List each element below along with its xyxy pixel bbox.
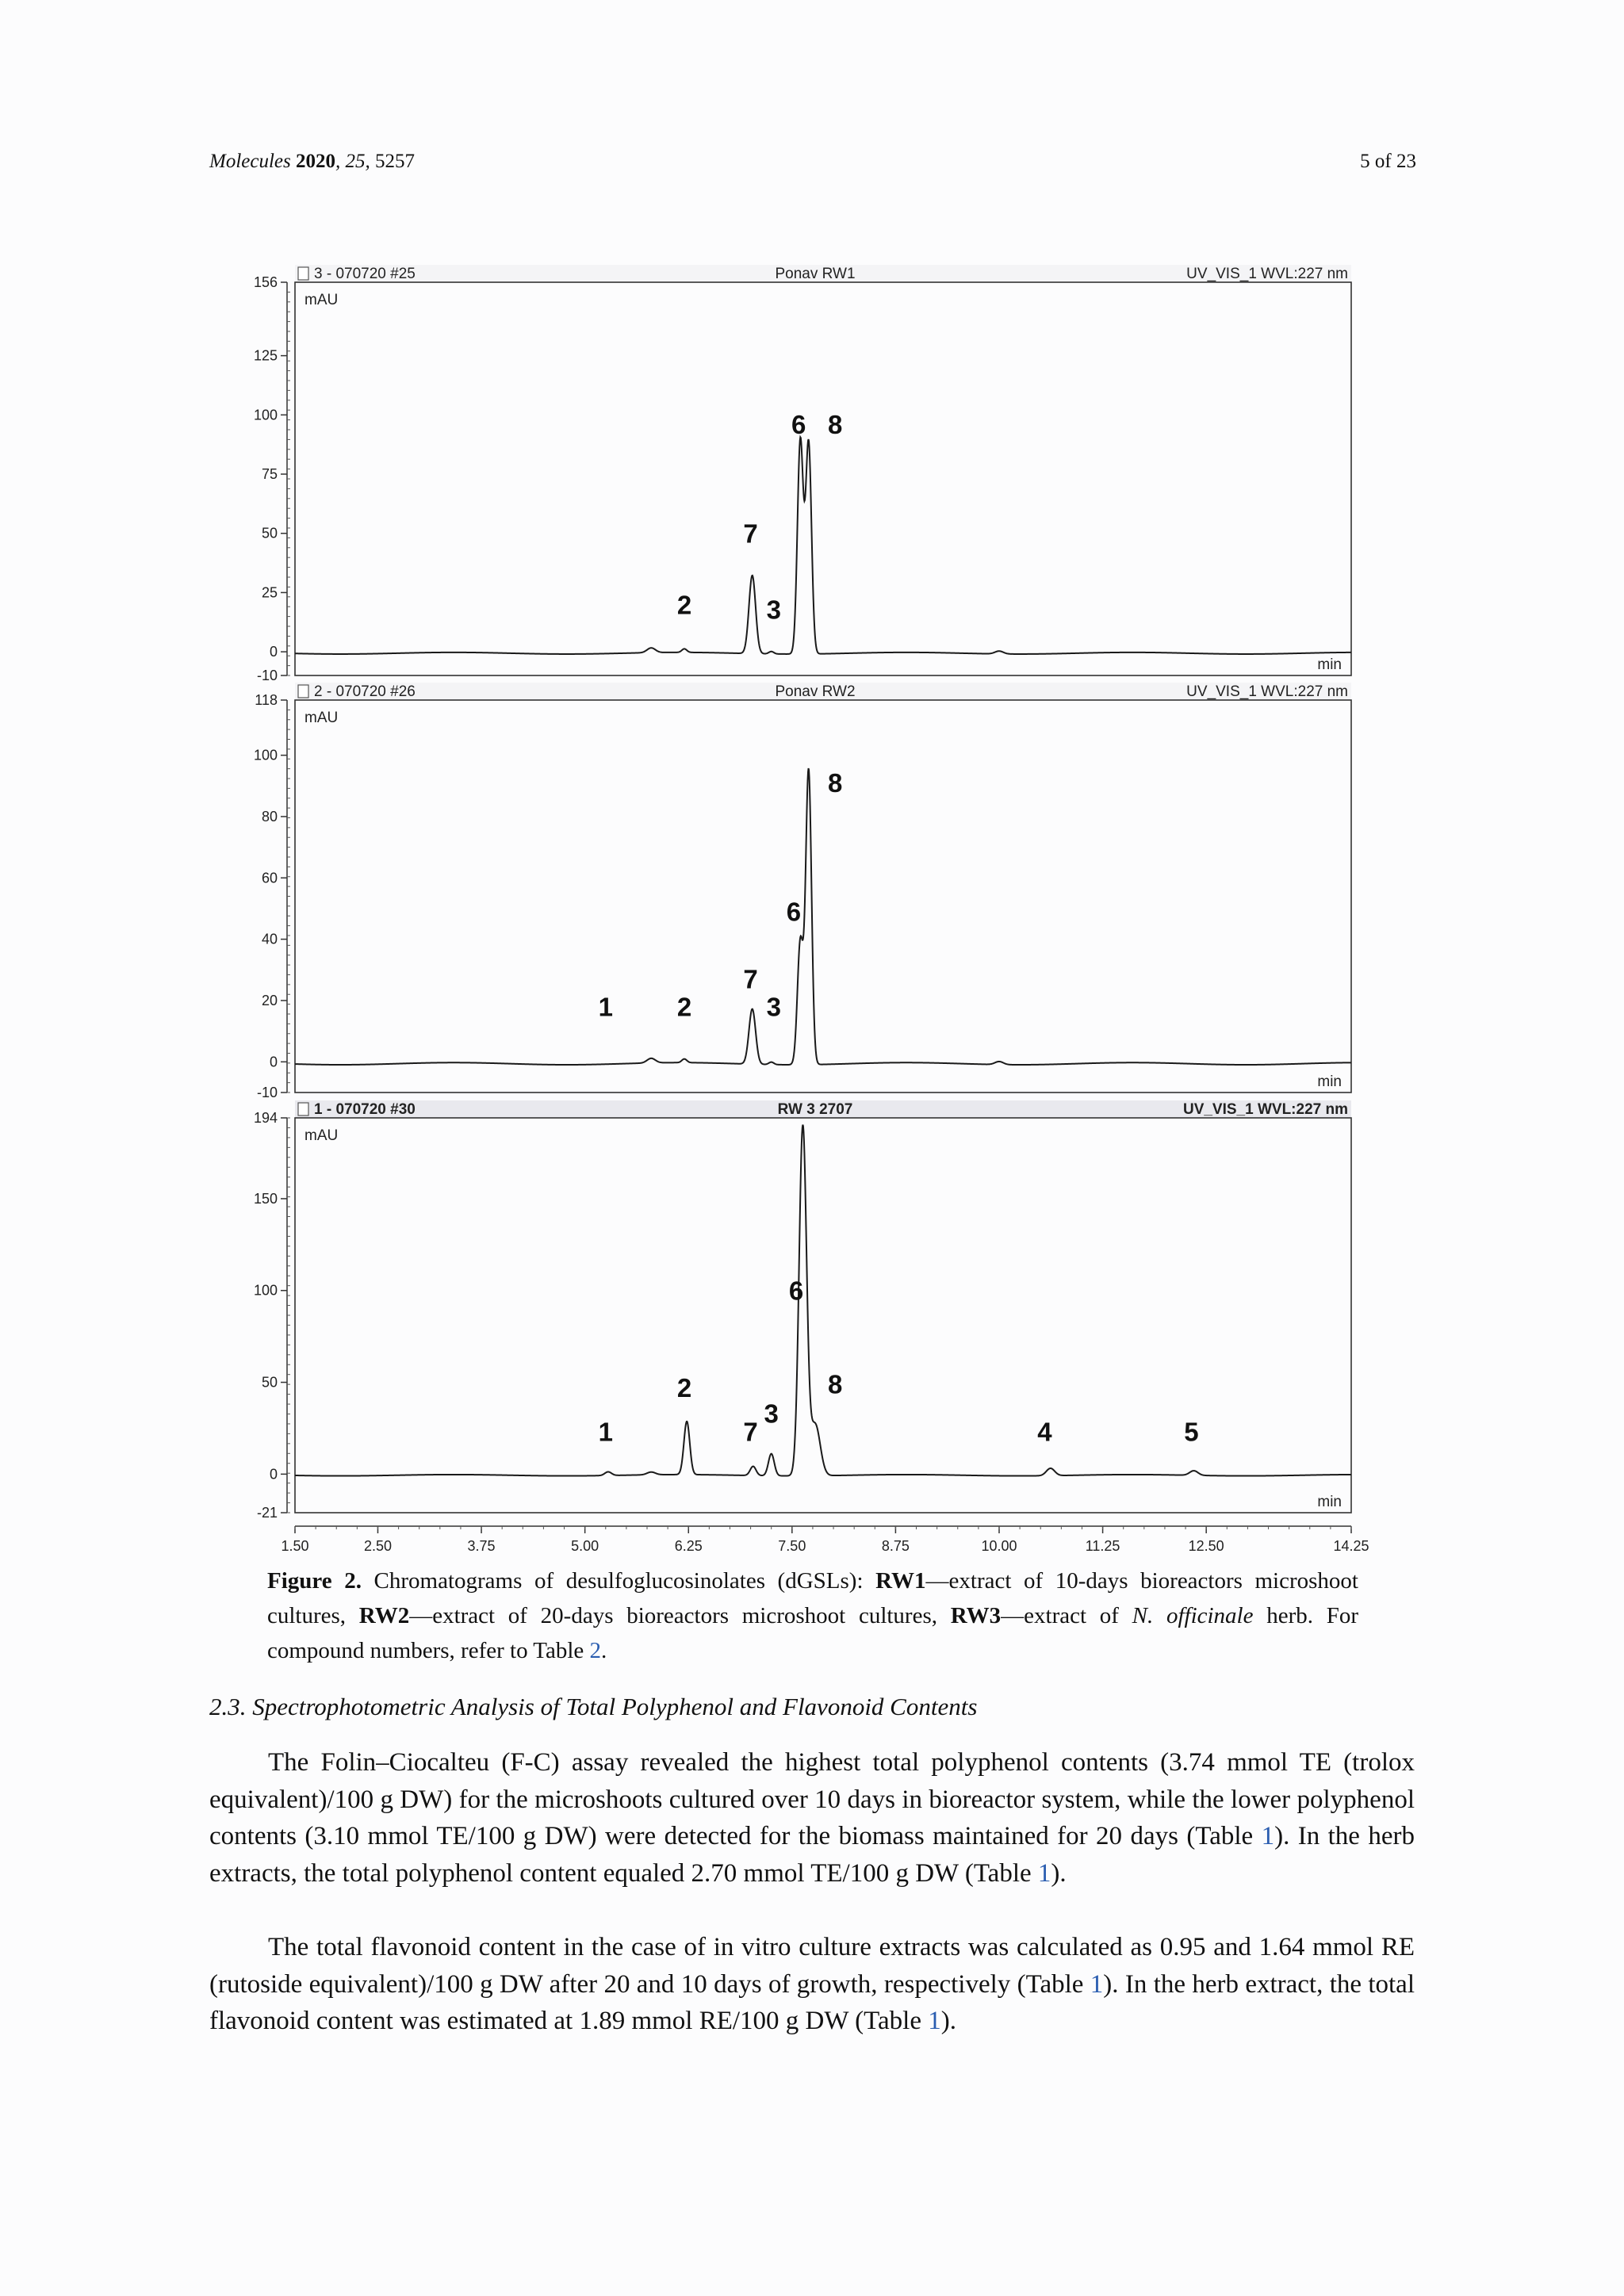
y-tick-label: 0 [269, 1466, 278, 1483]
peak-label: 2 [676, 992, 692, 1022]
journal-volume: 25 [345, 151, 366, 172]
peak-label: 2 [676, 1373, 692, 1403]
x-tick-label: 7.50 [778, 1538, 806, 1554]
y-tick-label: 80 [261, 808, 278, 825]
peak-label: 3 [766, 595, 782, 625]
paragraph-polyphenol [209, 1744, 1415, 1892]
y-tick-label: -21 [256, 1505, 278, 1521]
y-tick-label: 20 [261, 992, 278, 1008]
peak-label: 5 [1184, 1417, 1199, 1447]
y-tick-label: 118 [255, 692, 278, 708]
y-tick-label: 40 [261, 931, 278, 947]
x-tick-label: 3.75 [467, 1538, 496, 1554]
peak-label: 4 [1037, 1417, 1052, 1447]
y-tick-label: 150 [253, 1190, 278, 1207]
x-tick-label: 10.00 [981, 1538, 1017, 1554]
peak-label: 1 [598, 992, 613, 1022]
y-tick-label: -10 [256, 1085, 278, 1100]
y-tick-label: 125 [253, 347, 278, 364]
peak-label: 8 [827, 1369, 843, 1399]
plot-frame [295, 700, 1351, 1093]
peak-label: 7 [743, 1417, 758, 1447]
table-link[interactable]: 2 [589, 1638, 602, 1663]
caption-text: —extract of 10-days bioreactors microshoot cultures, [267, 1568, 1358, 1628]
y-tick-label: 100 [253, 1282, 278, 1299]
peak-label: 8 [827, 768, 843, 798]
y-axis-label: mAU [304, 292, 339, 308]
y-tick-label: 194 [253, 1110, 278, 1126]
table-link[interactable]: 1 [928, 2007, 941, 2035]
panel-detector: UV_VIS_1 WVL:227 nm [1186, 266, 1348, 282]
caption-rw1: RW1 [875, 1568, 926, 1594]
caption-text: . [601, 1638, 607, 1663]
caption-text: Chromatograms of desulfoglucosinolates (dGSLs): [361, 1568, 876, 1594]
x-tick-label: 2.50 [363, 1538, 392, 1554]
journal-name: Molecules [209, 151, 291, 172]
x-tick-label: 12.50 [1188, 1538, 1224, 1554]
chromatogram-panel-2 [254, 683, 1351, 1100]
peak-label: 7 [743, 519, 758, 549]
y-tick-label: 75 [261, 466, 278, 483]
document-icon [298, 267, 308, 280]
chromatogram-panel-3 [254, 1100, 1351, 1521]
x-axis [281, 1526, 1369, 1554]
y-tick-label: 0 [269, 1054, 278, 1070]
chromatogram-trace [295, 437, 1351, 654]
x-tick-label: 14.25 [1333, 1538, 1369, 1554]
y-axis-label: mAU [304, 710, 339, 726]
y-tick-label: 50 [261, 525, 278, 541]
y-tick-label: 100 [253, 407, 278, 423]
caption-species: N. officinale [1132, 1603, 1254, 1628]
panel-id: 2 - 070720 #26 [314, 683, 416, 700]
panel-id: 3 - 070720 #25 [314, 266, 416, 282]
plot-frame [295, 282, 1351, 675]
figure-label: Figure 2. [267, 1568, 362, 1594]
panel-sample: Ponav RW2 [775, 683, 856, 700]
x-tick-label: 8.75 [881, 1538, 910, 1554]
document-icon [298, 685, 308, 698]
y-tick-label: 25 [261, 584, 278, 601]
caption-text: herb. For compound numbers, refer to Table [267, 1603, 1358, 1663]
peak-label: 6 [791, 410, 806, 440]
paragraph-text: ). [1051, 1858, 1067, 1888]
running-header [209, 151, 1416, 182]
x-axis-unit: min [1317, 1073, 1342, 1090]
journal-year: 2020 [295, 151, 335, 172]
x-tick-label: 6.25 [674, 1538, 703, 1554]
paragraph-text: ). In the herb extracts, the total polyphenol content equaled 2.70 mmol TE/100 g DW (Table [209, 1822, 1415, 1888]
peak-label: 1 [598, 1417, 613, 1447]
panel-detector: UV_VIS_1 WVL:227 nm [1186, 683, 1348, 700]
panel-id: 1 - 070720 #30 [314, 1101, 416, 1118]
peak-label: 6 [786, 897, 802, 927]
peak-label: 3 [766, 992, 782, 1022]
journal-citation: Molecules 2020, 25, 5257 [209, 151, 415, 172]
section-heading: 2.3. Spectrophotometric Analysis of Total Polyphenol and Flavonoid Contents [209, 1693, 978, 1720]
y-tick-label: -10 [256, 668, 278, 683]
paragraph-text: ). In the herb extract, the total flavonoid content was estimated at 1.89 mmol RE/100 g DW (Table [209, 1969, 1415, 2035]
y-tick-label: 0 [269, 644, 278, 660]
y-tick-label: 156 [253, 274, 278, 290]
caption-text: —extract of [1001, 1603, 1132, 1628]
table-link[interactable]: 1 [1261, 1822, 1275, 1850]
article-number: 5257 [374, 151, 415, 172]
caption-text: —extract of 20-days bioreactors microshoot cultures, [409, 1603, 951, 1628]
table-link[interactable]: 1 [1090, 1969, 1104, 1999]
figure-caption [267, 1563, 1358, 1668]
x-axis-unit: min [1317, 1494, 1342, 1510]
y-tick-label: 100 [253, 747, 278, 763]
chromatogram-figure [238, 254, 1380, 1554]
panel-detector: UV_VIS_1 WVL:227 nm [1182, 1101, 1348, 1118]
peak-label: 2 [676, 590, 692, 620]
peak-label: 8 [827, 410, 843, 440]
chromatogram-trace [295, 768, 1351, 1065]
x-tick-label: 5.00 [571, 1538, 599, 1554]
panel-sample: Ponav RW1 [775, 266, 856, 282]
paragraph-text: The total flavonoid content in the case of in vitro culture extracts was calculated as 0.95 and 1.64 mmol RE (rutoside equivalent)/100 g DW after 20 and 10 days of growth, respectively (Table [209, 1933, 1415, 1999]
paragraph-text: ). [940, 2007, 956, 2035]
x-axis-unit: min [1317, 656, 1342, 673]
document-icon [298, 1103, 308, 1115]
x-tick-label: 1.50 [281, 1538, 309, 1554]
peak-label: 7 [743, 964, 758, 994]
peak-label: 6 [788, 1276, 804, 1306]
peak-label: 3 [764, 1399, 779, 1429]
y-axis-label: mAU [304, 1127, 339, 1144]
panel-sample: RW 3 2707 [777, 1101, 853, 1118]
y-tick-label: 50 [261, 1374, 278, 1391]
page-number: 5 of 23 [1360, 151, 1416, 172]
paragraph-flavonoid [209, 1929, 1415, 2040]
table-link[interactable]: 1 [1037, 1858, 1051, 1888]
x-tick-label: 11.25 [1085, 1538, 1120, 1554]
chromatogram-panel-1 [254, 265, 1351, 683]
paragraph-text: The Folin–Ciocalteu (F-C) assay revealed the highest total polyphenol contents (3.74 mmol TE (trolox equivalent)/100 g DW) for the microshoots cultured over 10 days in bioreactor system, while the lower polyphenol contents (3.10 mmol TE/100 g DW) were detected for the biomass maintained for 20 days (Table [209, 1748, 1415, 1850]
y-tick-label: 60 [261, 870, 278, 886]
plot-frame [295, 1118, 1351, 1513]
caption-rw3: RW3 [950, 1603, 1002, 1628]
caption-rw2: RW2 [358, 1603, 410, 1628]
